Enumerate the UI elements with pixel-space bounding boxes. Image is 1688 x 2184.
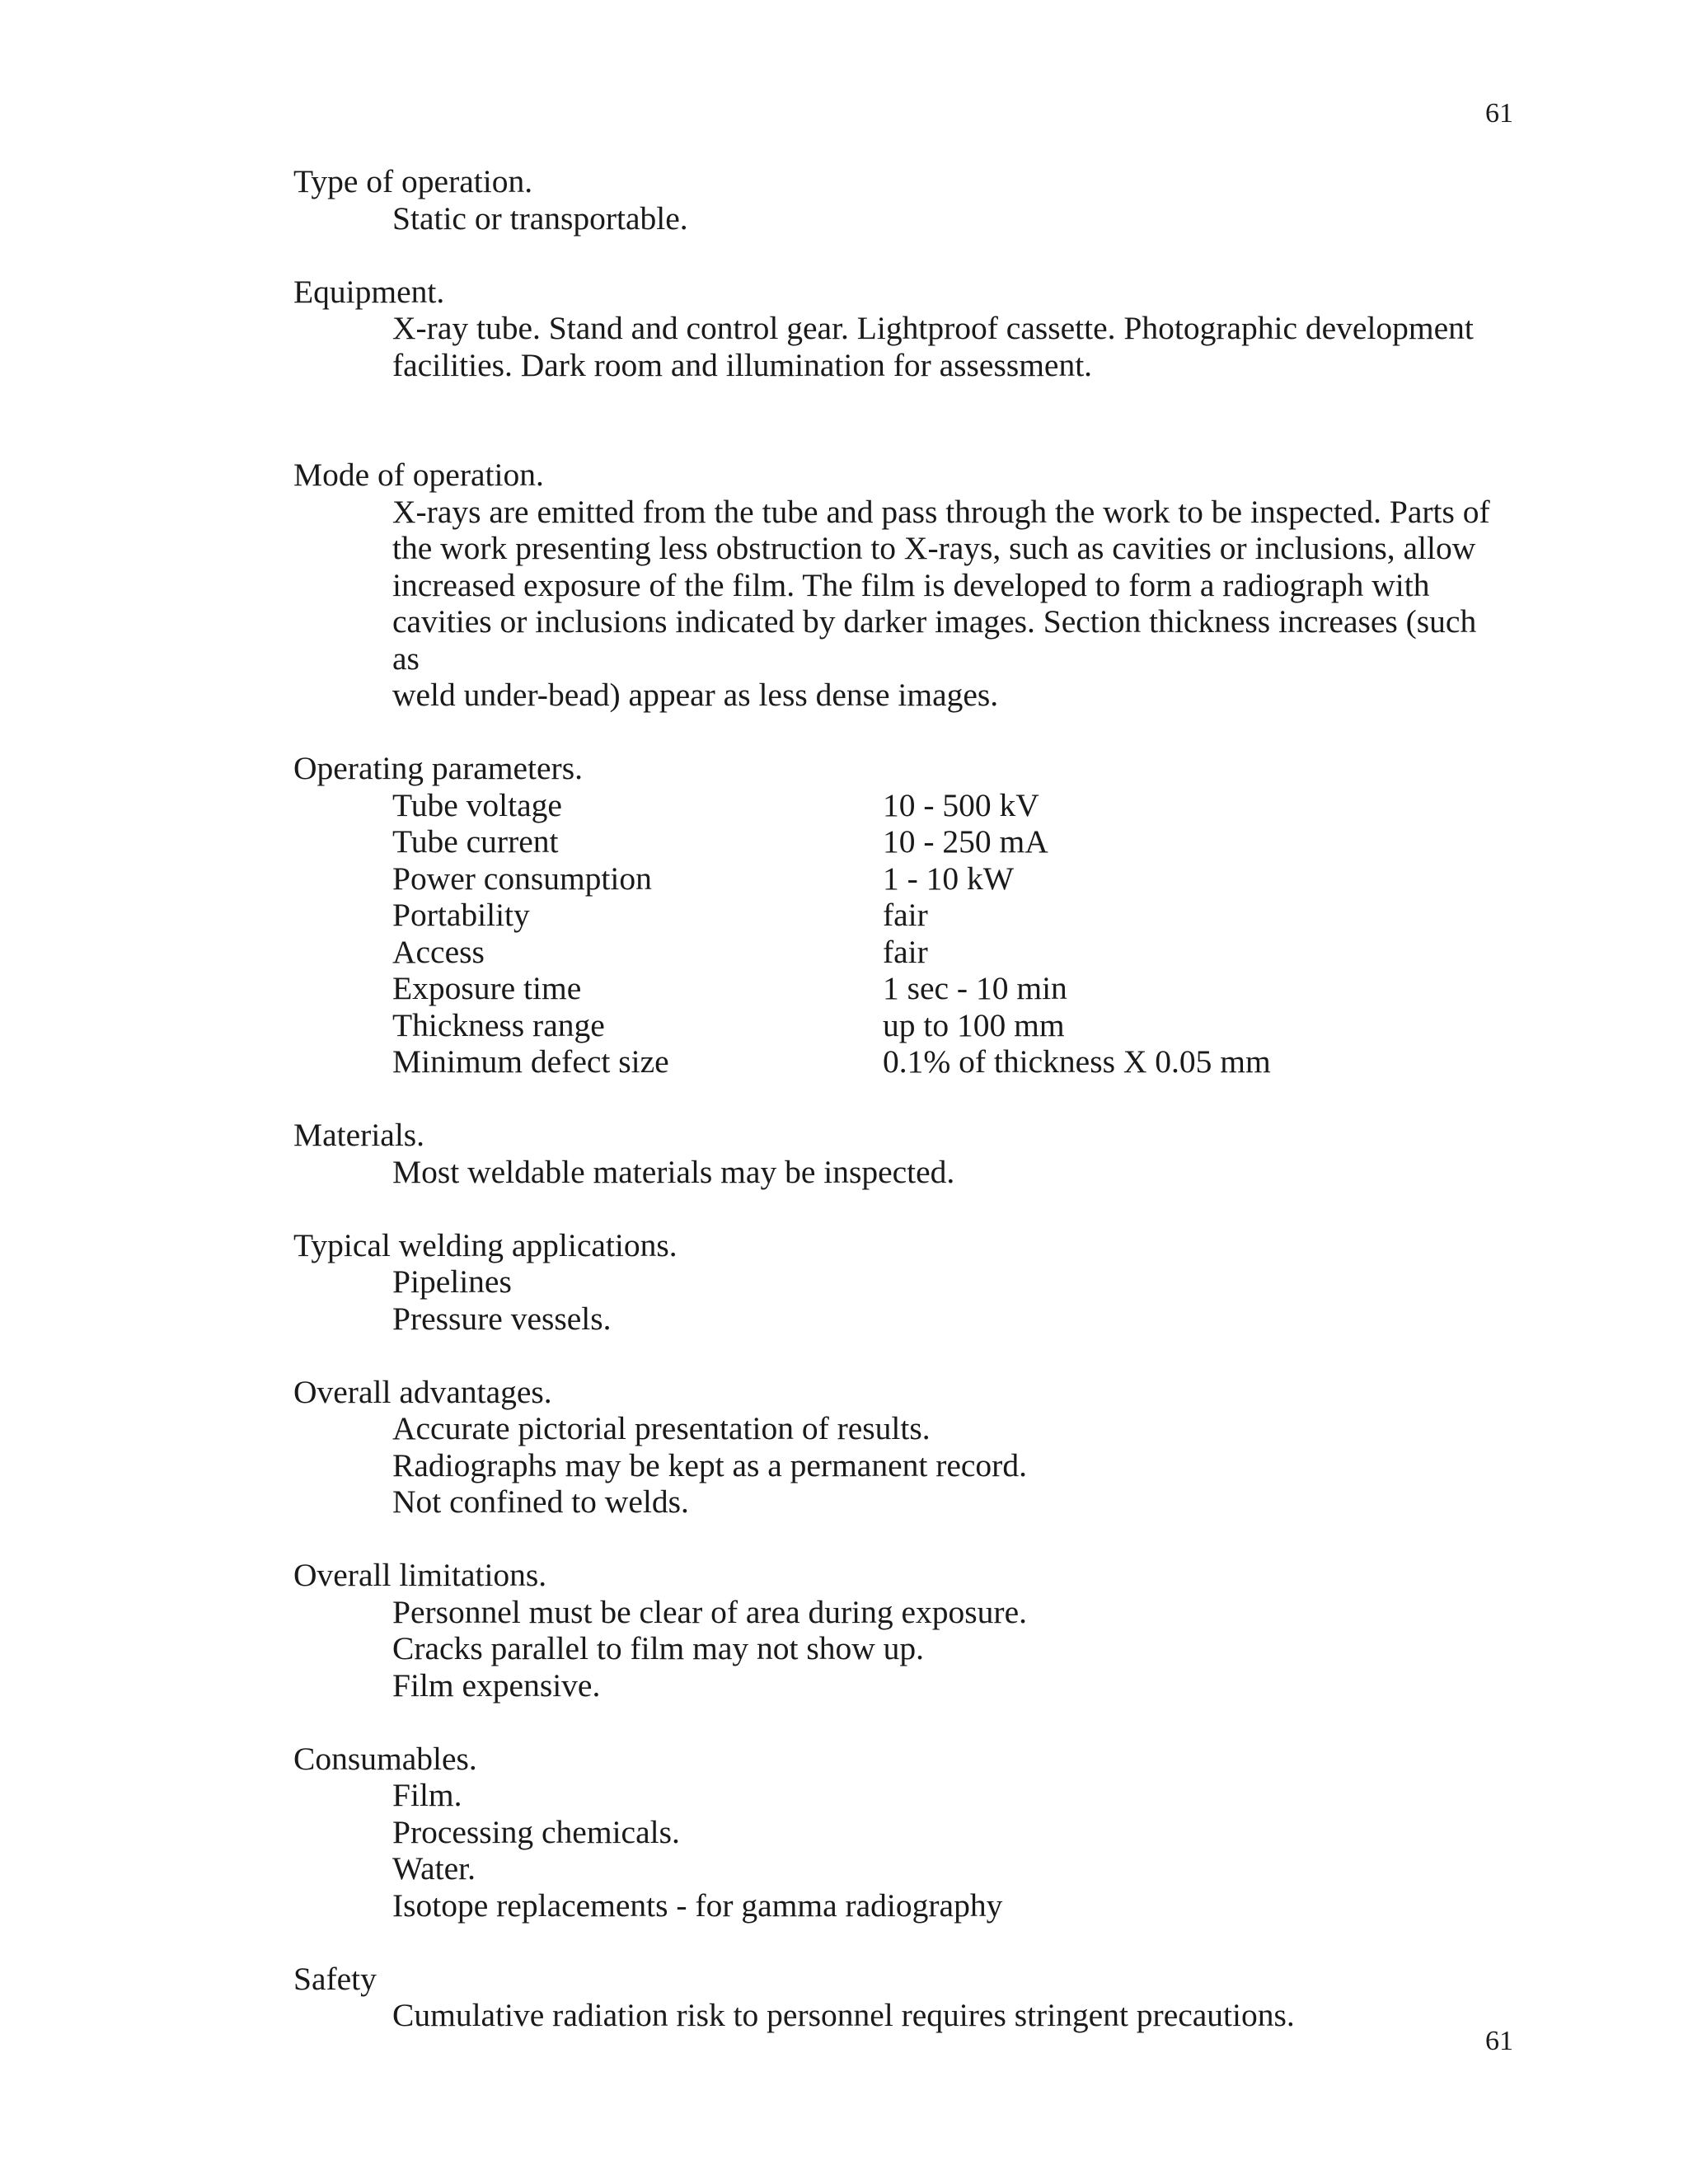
body-line: Water.	[392, 1850, 476, 1886]
parameter-value: 1 sec - 10 min	[883, 970, 1067, 1006]
body-line: weld under-bead) appear as less dense images.	[392, 677, 999, 713]
body-line: Cumulative radiation risk to personnel requires stringent precautions.	[392, 1997, 1295, 2033]
parameter-row	[392, 934, 1505, 971]
page-number-bottom: 61	[1485, 2026, 1513, 2056]
parameter-name: Portability	[392, 897, 530, 933]
body-line: Accurate pictorial presentation of results.	[392, 1410, 931, 1446]
body-line: Film expensive.	[392, 1666, 601, 1704]
parameter-name: Access	[392, 933, 485, 970]
body-line: Pressure vessels.	[392, 1300, 612, 1337]
section-heading: Overall limitations.	[293, 1557, 547, 1593]
body-line: Film.	[392, 1777, 462, 1813]
body-line: Static or transportable.	[392, 199, 688, 237]
body-line: X-ray tube. Stand and control gear. Lightproof cassette. Photographic development	[392, 310, 1474, 346]
parameter-value: fair	[883, 897, 928, 933]
body-line: Cracks parallel to film may not show up.	[392, 1630, 925, 1666]
body-line: facilities. Dark room and illumination for assessment.	[392, 346, 1093, 383]
section-limitations	[293, 1557, 1505, 1704]
section-heading: Consumables.	[293, 1740, 477, 1777]
body-line: Radiographs may be kept as a permanent record.	[392, 1446, 1027, 1483]
parameter-value: 0.1% of thickness X 0.05 mm	[883, 1043, 1271, 1080]
section-materials	[293, 1117, 1505, 1190]
body-line: Isotope replacements - for gamma radiography	[392, 1886, 1003, 1924]
section-consumables	[293, 1741, 1505, 1924]
body-line: the work presenting less obstruction to X-rays, such as cavities or inclusions, allow	[392, 530, 1476, 566]
page-number-top: 61	[1485, 98, 1513, 129]
body-line: Most weldable materials may be inspected.	[392, 1153, 955, 1190]
body-line: increased exposure of the film. The film is developed to form a radiograph with	[392, 566, 1430, 603]
section-operating-parameters	[293, 750, 1505, 1080]
section-heading: Equipment.	[293, 273, 445, 310]
section-heading: Materials.	[293, 1117, 425, 1153]
parameter-row	[392, 970, 1505, 1007]
body-line: X-rays are emitted from the tube and pass through the work to be inspected. Parts of	[392, 493, 1490, 530]
section-typical-applications	[293, 1227, 1505, 1338]
body-line: Not confined to welds.	[392, 1483, 689, 1520]
parameter-row	[392, 787, 1505, 824]
section-heading: Operating parameters.	[293, 750, 583, 786]
parameter-name: Tube voltage	[392, 786, 562, 823]
section-heading: Overall advantages.	[293, 1373, 552, 1410]
parameter-name: Thickness range	[392, 1006, 605, 1043]
body-line: Pipelines	[392, 1263, 512, 1300]
section-mode-of-operation	[293, 457, 1505, 714]
parameter-value: 1 - 10 kW	[883, 860, 1015, 897]
parameter-name: Power consumption	[392, 860, 652, 897]
parameter-value: 10 - 250 mA	[883, 823, 1048, 860]
parameter-value: 10 - 500 kV	[883, 786, 1039, 823]
section-type-of-operation	[293, 163, 1505, 237]
parameter-value: up to 100 mm	[883, 1006, 1065, 1043]
parameter-value: fair	[883, 933, 928, 970]
section-heading: Typical welding applications.	[293, 1226, 678, 1263]
body-line: Processing chemicals.	[392, 1813, 680, 1850]
parameter-name: Tube current	[392, 823, 559, 860]
section-heading: Type of operation.	[293, 163, 533, 199]
parameter-row	[392, 897, 1505, 934]
section-safety	[293, 1961, 1505, 2034]
section-equipment	[293, 274, 1505, 384]
parameter-row	[392, 1043, 1505, 1080]
body-line: cavities or inclusions indicated by darker images. Section thickness increases (such as	[392, 603, 1477, 677]
section-heading: Mode of operation.	[293, 457, 544, 493]
parameter-row	[392, 1007, 1505, 1044]
parameter-row	[392, 860, 1505, 898]
parameter-name: Minimum defect size	[392, 1043, 669, 1080]
document-body	[293, 163, 1505, 2034]
body-line: Personnel must be clear of area during exposure.	[392, 1593, 1027, 1630]
parameter-name: Exposure time	[392, 970, 582, 1006]
section-advantages	[293, 1374, 1505, 1521]
parameter-row	[392, 823, 1505, 860]
section-heading: Safety	[293, 1960, 377, 1997]
